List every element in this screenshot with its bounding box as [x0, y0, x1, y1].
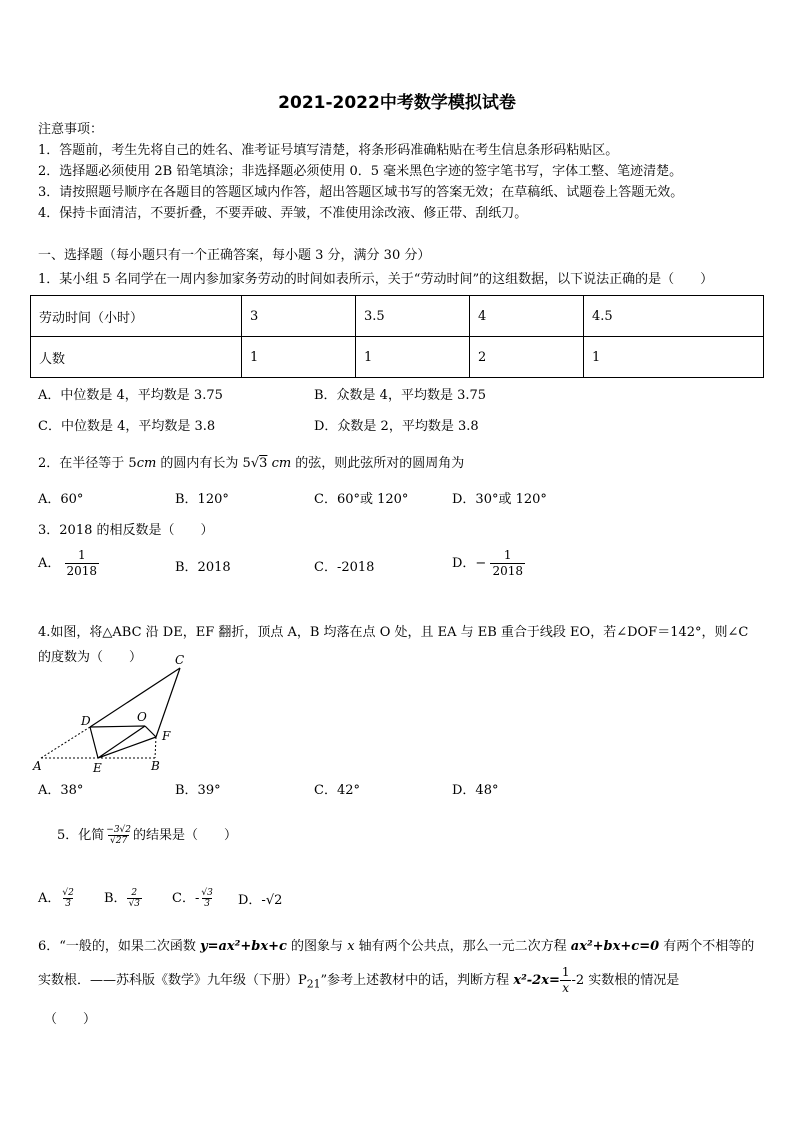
option-b: B．2018 [175, 560, 231, 575]
label-d: D [81, 714, 91, 728]
label-b: B [151, 759, 160, 773]
notice-item: 1．答题前，考生先将自己的姓名、准考证号填写清楚，将条形码准确粘贴在考生信息条形码粘贴区。 [38, 143, 619, 158]
question-4-stem-cont: 的度数为（ ） [38, 650, 143, 665]
option-a: A． $\frac{1}{2018}$ [38, 548, 98, 578]
option-d: D．众数是 2，平均数是 3.8 [314, 419, 479, 434]
table-cell: 3.5 [356, 296, 470, 337]
fraction: $\frac{1}{2018}$ [492, 548, 524, 578]
segment-dc [90, 668, 180, 727]
option-d: D．30°或 120° [452, 492, 547, 507]
option-d: D．− $\frac{1}{2018}$ [452, 548, 524, 578]
option-c: C．中位数是 4，平均数是 3.8 [38, 419, 216, 434]
fraction: $\frac{-3√2}{√27}$ [106, 825, 132, 846]
option-c: C．42° [314, 783, 360, 798]
segment-ad [41, 727, 90, 758]
segment-of [145, 726, 156, 737]
fraction: $\frac{2}{√3}$ [128, 888, 141, 909]
table-row [31, 337, 764, 378]
option-b: B．众数是 4，平均数是 3.75 [314, 388, 487, 403]
option-c: C．-2018 [314, 560, 375, 575]
notice-item: 4．保持卡面清洁，不要折叠，不要弄破、弄皱，不准使用涂改液、修正带、刮纸刀。 [38, 206, 528, 221]
page-title: 2021-2022中考数学模拟试卷 [278, 93, 516, 113]
question-6-stem: 6．“一般的，如果二次函数 y=ax²+bx+c 的图象与 x 轴有两个公共点，那么一元二次方程 ax²+bx+c=0 有两个不相等的 [38, 939, 755, 954]
segment-de [90, 727, 98, 758]
label-a: A [33, 759, 42, 773]
question-6-stem-cont: 实数根．——苏科版《数学》九年级（下册）$P_{21}$”参考上述教材中的话，判断方程 x²-2x= $\frac{1}{x}$ -2 实数根的情况是 [38, 965, 680, 995]
segment-cf [156, 668, 180, 737]
label-o: O [137, 710, 147, 724]
segment-ef [98, 737, 156, 758]
option-a: A．中位数是 4，平均数是 3.75 [38, 388, 223, 403]
question-1-stem: 1．某小组 5 名同学在一周内参加家务劳动的时间如表所示，关于“劳动时间”的这组数据，以下说法正确的是（ ） [38, 272, 714, 287]
fraction: $\frac{1}{x}$ [561, 965, 570, 995]
option-a: A． $\frac{√2}{3}$ [38, 888, 74, 909]
question-2-stem: 2．在半径等于 5cm 的圆内有长为 5√3 cm 的弦，则此弦所对的圆周角为 [38, 456, 465, 471]
option-b: B． $\frac{2}{√3}$ [104, 888, 141, 909]
table-cell: 1 [356, 337, 470, 378]
table-row [31, 296, 764, 337]
label-c: C [175, 653, 185, 667]
question-4-stem: 4.如图，将△ABC 沿 DE，EF 翻折，顶点 A，B 均落在点 O 处，且 EA 与 EB 重合于线段 EO，若∠DOF＝142°，则∠C [38, 625, 749, 640]
question-1-table [30, 295, 764, 378]
option-c: C．60°或 120° [314, 492, 409, 507]
option-d: D．-√2 [238, 893, 283, 908]
question-3-stem: 3．2018 的相反数是（ ） [38, 523, 214, 538]
table-cell: 1 [584, 337, 764, 378]
table-cell: 3 [242, 296, 356, 337]
notice-item: 2．选择题必须使用 2B 铅笔填涂；非选择题必须使用 0．5 毫米黑色字迹的签字笔书写，字体工整、笔迹清楚。 [38, 164, 683, 179]
fraction: $\frac{1}{2018}$ [66, 548, 98, 578]
label-e: E [93, 761, 102, 774]
table-cell: 人数 [31, 337, 242, 378]
table-cell: 4 [470, 296, 584, 337]
label-f: F [162, 729, 171, 743]
fraction: $\frac{√3}{3}$ [201, 888, 213, 909]
fraction: $\frac{√2}{3}$ [62, 888, 74, 909]
question-5-stem: 5．化简 $\frac{-3√2}{√27}$ 的结果是（ ） [57, 825, 238, 846]
table-cell: 1 [242, 337, 356, 378]
answer-blank: （ ） [44, 1012, 97, 1027]
table-cell: 4.5 [584, 296, 764, 337]
segment-eo [98, 726, 145, 758]
option-c: C．- $\frac{√3}{3}$ [172, 888, 213, 909]
option-a: A．38° [38, 783, 84, 798]
option-d: D．48° [452, 783, 499, 798]
notice-heading: 注意事项： [38, 122, 104, 137]
table-cell: 劳动时间（小时） [31, 296, 242, 337]
sqrt-symbol: √ [250, 456, 260, 471]
option-b: B．120° [175, 492, 229, 507]
segment-do [90, 726, 145, 727]
segment-fb [155, 737, 156, 758]
option-a: A．60° [38, 492, 84, 507]
table-cell: 2 [470, 337, 584, 378]
triangle-fold-figure [30, 648, 200, 774]
section-heading: 一、选择题（每小题只有一个正确答案，每小题 3 分，满分 30 分） [38, 248, 431, 263]
notice-item: 3．请按照题号顺序在各题目的答题区域内作答，超出答题区域书写的答案无效；在草稿纸、试题卷上答题无效。 [38, 185, 684, 200]
option-b: B．39° [175, 783, 221, 798]
